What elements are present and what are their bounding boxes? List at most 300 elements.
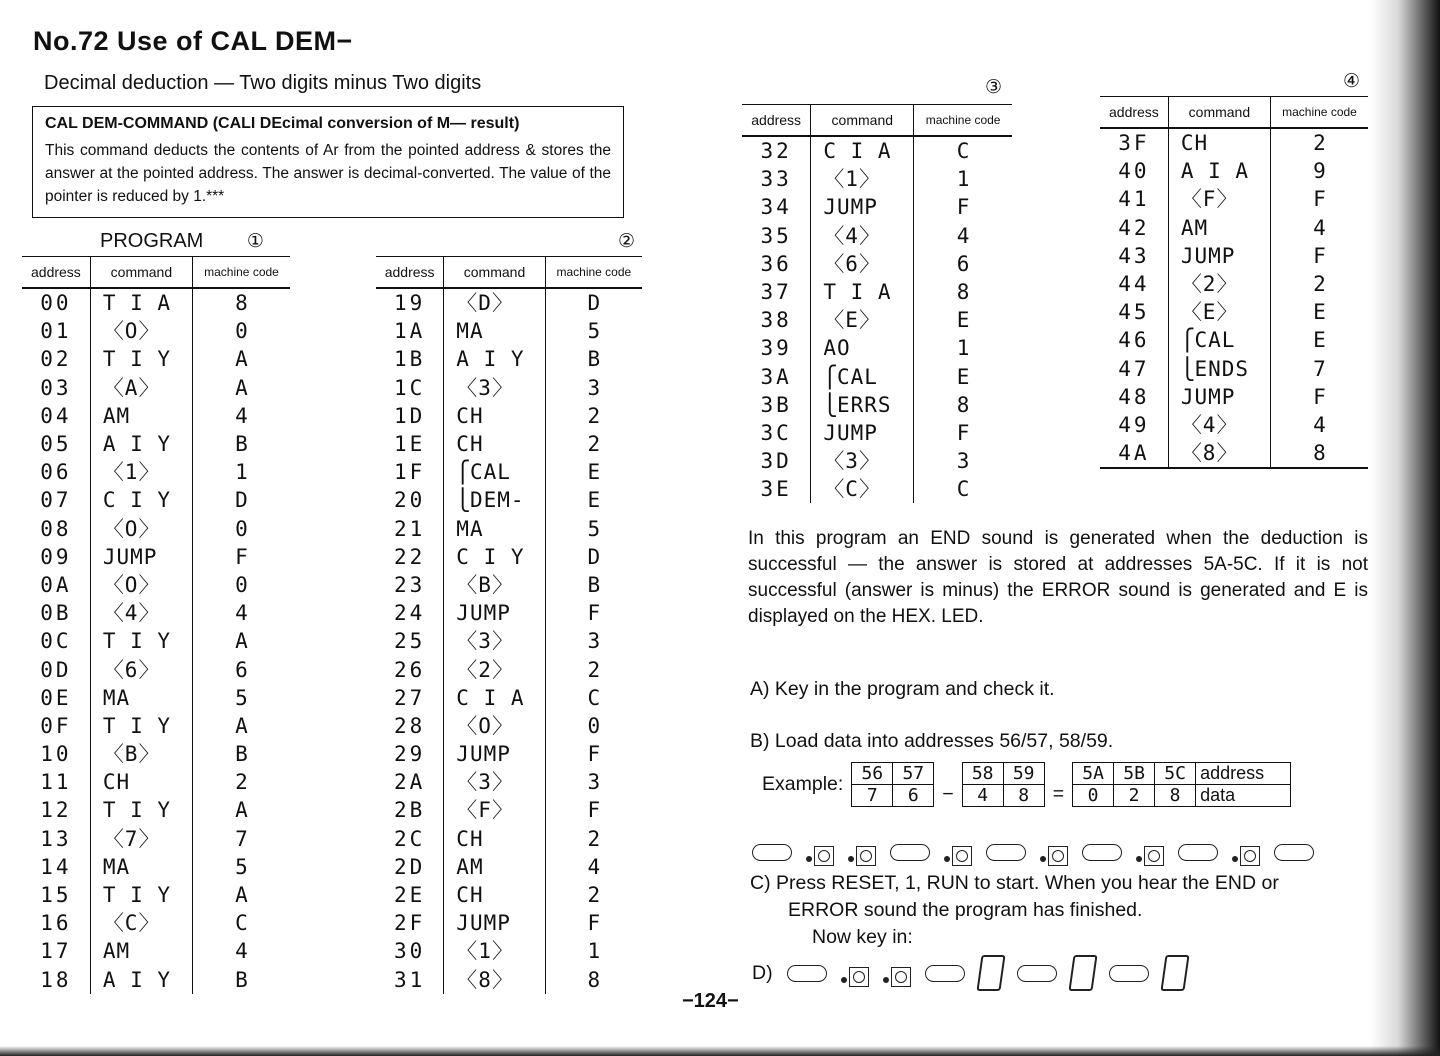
- address-cell: 10: [40, 742, 72, 767]
- command-cell: 〈O〉: [90, 515, 192, 543]
- command-cell: CH: [1168, 128, 1270, 157]
- address-cell: 3D: [760, 449, 792, 474]
- table-marker-3: [985, 76, 1002, 99]
- table-row: [376, 655, 642, 683]
- machine-code-cell: 2: [545, 825, 642, 853]
- command-cell: 〈O〉: [444, 712, 545, 740]
- command-cell: JUMP: [1168, 383, 1270, 411]
- address-cell: 09: [40, 544, 72, 569]
- column-header-address: address: [1100, 97, 1168, 129]
- table-row: [742, 165, 1012, 193]
- machine-code-cell: 5: [545, 515, 642, 543]
- column-header-machine-code: machine code: [545, 257, 642, 289]
- table-row: [22, 599, 290, 627]
- ex-data: 8: [1003, 785, 1044, 807]
- command-cell: 〈F〉: [1168, 185, 1270, 213]
- table-row: [1100, 242, 1368, 270]
- table-row: [22, 768, 290, 796]
- machine-code-cell: D: [545, 288, 642, 317]
- table-row: [742, 419, 1012, 447]
- table-row: [376, 881, 642, 909]
- command-cell: MA: [444, 515, 545, 543]
- step-c-line3: Now key in:: [812, 926, 913, 948]
- machine-code-cell: 4: [192, 599, 290, 627]
- address-cell: 26: [394, 657, 426, 682]
- reset-key-icon: [787, 965, 827, 982]
- command-cell: 〈C〉: [811, 475, 914, 503]
- command-cell: ⎩DEM-: [444, 486, 545, 514]
- table-row: [376, 543, 642, 571]
- address-cell: 0C: [40, 629, 72, 654]
- command-cell: 〈E〉: [1168, 298, 1270, 326]
- table-row: [22, 402, 290, 430]
- table-row: [1100, 214, 1368, 242]
- address-cell: 11: [40, 770, 72, 795]
- machine-code-cell: 4: [914, 222, 1012, 250]
- machine-code-cell: D: [192, 486, 290, 514]
- command-cell: CH: [444, 881, 545, 909]
- address-cell: 45: [1118, 300, 1150, 325]
- table-row: [22, 740, 290, 768]
- table-row: [742, 391, 1012, 419]
- table-row: [376, 571, 642, 599]
- machine-code-cell: B: [545, 345, 642, 373]
- table-marker-1: ①: [246, 231, 264, 252]
- machine-code-cell: F: [545, 599, 642, 627]
- table-row: [376, 853, 642, 881]
- increment-key-icon: [1082, 844, 1122, 861]
- machine-code-cell: 3: [545, 627, 642, 655]
- command-cell: AM: [90, 937, 192, 965]
- command-cell: 〈4〉: [1168, 411, 1270, 439]
- table-row: [1100, 298, 1368, 326]
- address-cell: 03: [40, 375, 72, 400]
- column-header-machine-code: machine code: [914, 105, 1012, 137]
- ex-addr: 59: [1003, 763, 1044, 785]
- address-cell: 24: [394, 601, 426, 626]
- machine-code-cell: 3: [914, 447, 1012, 475]
- address-cell: 1D: [394, 403, 426, 428]
- machine-code-cell: 1: [914, 334, 1012, 362]
- command-cell: JUMP: [811, 419, 914, 447]
- address-cell: 31: [394, 967, 426, 992]
- key-button-icon: [1232, 838, 1260, 866]
- address-cell: 0E: [40, 685, 72, 710]
- step-c-line2: ERROR sound the program has finished.: [788, 899, 1143, 921]
- column-header-machine-code: machine code: [1270, 97, 1368, 129]
- example-group-1: [851, 762, 934, 807]
- ex-data: 6: [893, 785, 934, 807]
- address-cell: 3C: [760, 420, 792, 445]
- machine-code-cell: 0: [192, 515, 290, 543]
- address-cell: 0A: [40, 572, 72, 597]
- command-cell: 〈1〉: [811, 165, 914, 193]
- command-cell: T I Y: [90, 796, 192, 824]
- table-row: [376, 486, 642, 514]
- command-cell: C I A: [811, 136, 914, 165]
- table-row: [376, 317, 642, 345]
- table-row: [376, 288, 642, 317]
- address-cell: 43: [1118, 243, 1150, 268]
- column-header-command: command: [444, 257, 545, 289]
- command-cell: 〈2〉: [1168, 270, 1270, 298]
- increment-key-icon: [1178, 844, 1218, 861]
- command-cell: AM: [1168, 214, 1270, 242]
- command-cell: 〈A〉: [90, 374, 192, 402]
- machine-code-cell: E: [545, 458, 642, 486]
- address-cell: 04: [40, 403, 72, 428]
- command-cell: AM: [444, 853, 545, 881]
- address-cell: 47: [1118, 356, 1150, 381]
- command-cell: 〈O〉: [90, 317, 192, 345]
- address-cell: 2F: [394, 911, 426, 936]
- machine-code-cell: C: [914, 136, 1012, 165]
- machine-code-cell: 2: [1270, 128, 1368, 157]
- program-table-2: [376, 256, 642, 994]
- address-cell: 12: [40, 798, 72, 823]
- command-cell: A I Y: [90, 430, 192, 458]
- address-set-key-icon: [925, 965, 965, 982]
- machine-code-cell: F: [1270, 185, 1368, 213]
- table-row: [1100, 355, 1368, 383]
- column-header-address: address: [742, 105, 811, 137]
- address-cell: 19: [394, 291, 426, 316]
- machine-code-cell: 8: [914, 278, 1012, 306]
- address-cell: 0F: [40, 713, 72, 738]
- example-group-2: [962, 762, 1045, 807]
- address-cell: 1C: [394, 375, 426, 400]
- address-cell: 2A: [394, 770, 426, 795]
- command-cell: 〈C〉: [90, 909, 192, 937]
- command-cell: A I A: [1168, 157, 1270, 185]
- machine-code-cell: B: [545, 571, 642, 599]
- command-cell: 〈D〉: [444, 288, 545, 317]
- machine-code-cell: E: [1270, 298, 1368, 326]
- machine-code-cell: 8: [192, 288, 290, 317]
- command-cell: 〈4〉: [90, 599, 192, 627]
- table-header-row: [1100, 97, 1368, 129]
- command-cell: ⎧CAL: [1168, 326, 1270, 354]
- command-cell: 〈3〉: [444, 627, 545, 655]
- machine-code-cell: C: [545, 684, 642, 712]
- machine-code-cell: 2: [545, 655, 642, 683]
- command-cell: CH: [444, 430, 545, 458]
- machine-code-cell: A: [192, 881, 290, 909]
- machine-code-cell: C: [914, 475, 1012, 503]
- table-row: [22, 458, 290, 486]
- table-row: [742, 306, 1012, 334]
- machine-code-cell: F: [545, 740, 642, 768]
- command-cell: 〈3〉: [444, 768, 545, 796]
- ex-addr: 58: [962, 763, 1003, 785]
- step-b: B) Load data into addresses 56/57, 58/59.: [750, 730, 1114, 752]
- machine-code-cell: 4: [192, 402, 290, 430]
- table-marker-4: [1343, 70, 1360, 93]
- command-cell: C I A: [444, 684, 545, 712]
- machine-code-cell: 1: [545, 937, 642, 965]
- table-row: [742, 363, 1012, 391]
- table-row: [376, 599, 642, 627]
- command-cell: T I Y: [90, 627, 192, 655]
- seven-segment-display-icon: [1068, 955, 1097, 991]
- column-header-address: address: [22, 257, 90, 289]
- machine-code-cell: F: [914, 193, 1012, 221]
- table-row: [22, 966, 290, 994]
- step-c-line1: C) Press RESET, 1, RUN to start. When you hear the END or: [750, 872, 1279, 894]
- table-row: [376, 627, 642, 655]
- table-row: [22, 430, 290, 458]
- command-cell: JUMP: [444, 599, 545, 627]
- program-table-4: [1100, 96, 1368, 469]
- table-row: [742, 222, 1012, 250]
- machine-code-cell: 4: [1270, 411, 1368, 439]
- table-row: [376, 458, 642, 486]
- address-cell: 3E: [760, 477, 792, 502]
- machine-code-cell: 9: [1270, 157, 1368, 185]
- table-row: [742, 250, 1012, 278]
- command-cell: ⎧CAL: [444, 458, 545, 486]
- address-cell: 0D: [40, 657, 72, 682]
- command-cell: A I Y: [90, 966, 192, 994]
- table-row: [22, 825, 290, 853]
- page-edge-shadow: [1370, 0, 1440, 1056]
- command-cell: MA: [444, 317, 545, 345]
- program-table-1: [22, 256, 290, 994]
- address-cell: 44: [1118, 272, 1150, 297]
- machine-code-cell: 5: [192, 853, 290, 881]
- command-cell: 〈7〉: [90, 825, 192, 853]
- table-row: [22, 627, 290, 655]
- machine-code-cell: A: [192, 796, 290, 824]
- ex-data-label: data: [1196, 785, 1291, 807]
- table-row: [742, 193, 1012, 221]
- command-cell: ⎩ENDS: [1168, 355, 1270, 383]
- seven-segment-display-icon: [976, 955, 1005, 991]
- command-cell: T I A: [90, 288, 192, 317]
- address-cell: 39: [760, 336, 792, 361]
- table-row: [22, 543, 290, 571]
- machine-code-cell: A: [192, 374, 290, 402]
- table-row: [376, 966, 642, 994]
- machine-code-cell: 8: [545, 966, 642, 994]
- table-row: [376, 374, 642, 402]
- seven-segment-display-icon: [1160, 955, 1189, 991]
- ex-data: 0: [1073, 785, 1114, 807]
- page-title: No.72 Use of CAL DEM−: [33, 26, 353, 56]
- page-bottom-edge: [0, 1046, 1440, 1056]
- ex-addr: 5A: [1073, 763, 1114, 785]
- machine-code-cell: 4: [545, 853, 642, 881]
- address-cell: 2D: [394, 854, 426, 879]
- command-cell: JUMP: [90, 543, 192, 571]
- machine-code-cell: E: [545, 486, 642, 514]
- address-cell: 42: [1118, 215, 1150, 240]
- table-row: [1100, 157, 1368, 185]
- machine-code-cell: 7: [1270, 355, 1368, 383]
- command-cell: 〈8〉: [1168, 439, 1270, 468]
- machine-code-cell: 2: [545, 881, 642, 909]
- command-cell: JUMP: [444, 740, 545, 768]
- column-header-command: command: [1168, 97, 1270, 129]
- command-cell: MA: [90, 853, 192, 881]
- address-cell: 05: [40, 432, 72, 457]
- increment-key-icon: [1274, 844, 1314, 861]
- command-cell: 〈3〉: [444, 374, 545, 402]
- example: [762, 762, 1291, 807]
- address-cell: 21: [394, 516, 426, 541]
- table-row: [1100, 439, 1368, 468]
- program-table-3: [742, 104, 1012, 503]
- key-button-icon: [806, 838, 834, 866]
- command-cell: C I Y: [90, 486, 192, 514]
- command-cell: 〈B〉: [90, 740, 192, 768]
- address-cell: 32: [760, 139, 792, 164]
- command-cell: 〈1〉: [444, 937, 545, 965]
- ex-addr: 57: [893, 763, 934, 785]
- command-cell: ⎩ERRS: [811, 391, 914, 419]
- column-header-command: command: [90, 257, 192, 289]
- address-cell: 2C: [394, 826, 426, 851]
- table-row: [376, 712, 642, 740]
- key-sequence-c: [752, 838, 1314, 866]
- address-cell: 4A: [1100, 439, 1168, 468]
- address-cell: 30: [394, 939, 426, 964]
- increment-key-icon: [986, 844, 1026, 861]
- machine-code-cell: 2: [1270, 270, 1368, 298]
- table-row: [22, 288, 290, 317]
- table-row: [742, 447, 1012, 475]
- address-cell: 27: [394, 685, 426, 710]
- description-paragraph: In this program an END sound is generated when the deduction is successful — the answer is stored at addresses 5A-5C. If it is not successful (answer is minus) the ERROR sound is generated and E is displayed on the HEX. LED.: [748, 528, 1368, 627]
- address-cell: 14: [40, 854, 72, 879]
- machine-code-cell: 0: [192, 571, 290, 599]
- step-d-label: D): [752, 961, 773, 984]
- command-cell: MA: [90, 684, 192, 712]
- machine-code-cell: A: [192, 345, 290, 373]
- address-cell: 02: [40, 347, 72, 372]
- command-box-body: This command deducts the contents of Ar from the pointed address & stores the answer at the pointed address. The answer is decimal-converted. The value of the pointer is reduced by 1.***: [45, 142, 611, 205]
- table-row: [742, 475, 1012, 503]
- command-cell: C I Y: [444, 543, 545, 571]
- address-cell: 41: [1118, 187, 1150, 212]
- address-cell: 37: [760, 280, 792, 305]
- machine-code-cell: 2: [545, 402, 642, 430]
- machine-code-cell: F: [545, 909, 642, 937]
- marker-4-text: ④: [1343, 71, 1361, 92]
- minus-sign: −: [942, 783, 954, 805]
- ex-address-label: address: [1196, 763, 1291, 785]
- key-button-icon: [1040, 838, 1068, 866]
- address-cell: 08: [40, 516, 72, 541]
- machine-code-cell: E: [914, 306, 1012, 334]
- table-row: [376, 937, 642, 965]
- table-row: [22, 853, 290, 881]
- command-cell: 〈2〉: [444, 655, 545, 683]
- table-row: [22, 909, 290, 937]
- address-cell: 35: [760, 223, 792, 248]
- table-row: [376, 430, 642, 458]
- address-cell: 06: [40, 460, 72, 485]
- address-cell: 01: [40, 319, 72, 344]
- address-cell: 49: [1118, 412, 1150, 437]
- address-cell: 36: [760, 251, 792, 276]
- address-cell: 15: [40, 883, 72, 908]
- marker-2-text: ②: [618, 231, 636, 252]
- machine-code-cell: 7: [192, 825, 290, 853]
- step-a: A) Key in the program and check it.: [750, 678, 1055, 700]
- command-cell: 〈3〉: [811, 447, 914, 475]
- address-cell: 22: [394, 544, 426, 569]
- command-cell: 〈B〉: [444, 571, 545, 599]
- command-cell: AM: [90, 402, 192, 430]
- address-cell: 16: [40, 911, 72, 936]
- table-row: [1100, 326, 1368, 354]
- address-cell: 29: [394, 742, 426, 767]
- page-number: −124−: [682, 990, 739, 1012]
- table-header-row: [742, 105, 1012, 137]
- address-cell: 33: [760, 167, 792, 192]
- command-cell: 〈1〉: [90, 458, 192, 486]
- machine-code-cell: F: [192, 543, 290, 571]
- address-cell: 1E: [394, 432, 426, 457]
- table-row: [22, 712, 290, 740]
- table-row: [376, 402, 642, 430]
- table-row: [1100, 185, 1368, 213]
- command-cell: CH: [444, 402, 545, 430]
- table-row: [376, 740, 642, 768]
- address-set-key-icon: [890, 844, 930, 861]
- address-cell: 07: [40, 488, 72, 513]
- table-row: [1100, 383, 1368, 411]
- command-cell: 〈O〉: [90, 571, 192, 599]
- address-cell: 1F: [394, 460, 426, 485]
- address-cell: 1A: [394, 319, 426, 344]
- address-cell: 38: [760, 308, 792, 333]
- command-cell: JUMP: [444, 909, 545, 937]
- table-row: [22, 374, 290, 402]
- machine-code-cell: F: [914, 419, 1012, 447]
- table-row: [742, 278, 1012, 306]
- table-row: [1100, 411, 1368, 439]
- ex-addr: 5B: [1114, 763, 1155, 785]
- key-button-icon: [1136, 838, 1164, 866]
- command-box: [32, 106, 624, 218]
- ex-data: 2: [1114, 785, 1155, 807]
- table-row: [376, 909, 642, 937]
- machine-code-cell: 0: [545, 712, 642, 740]
- command-cell: 〈4〉: [811, 222, 914, 250]
- address-cell: 25: [394, 629, 426, 654]
- program-label-text: PROGRAM: [100, 230, 204, 252]
- command-cell: T I Y: [90, 345, 192, 373]
- machine-code-cell: 6: [192, 655, 290, 683]
- key-button-icon: [944, 838, 972, 866]
- address-cell: 20: [394, 488, 426, 513]
- command-cell: AO: [811, 334, 914, 362]
- table-marker-2: [618, 230, 635, 253]
- table-row: [22, 684, 290, 712]
- machine-code-cell: D: [545, 543, 642, 571]
- command-cell: 〈6〉: [811, 250, 914, 278]
- machine-code-cell: 4: [1270, 214, 1368, 242]
- column-header-address: address: [376, 257, 444, 289]
- machine-code-cell: 2: [545, 430, 642, 458]
- ex-data: 4: [962, 785, 1003, 807]
- command-cell: JUMP: [811, 193, 914, 221]
- example-group-3: [1072, 762, 1291, 807]
- machine-code-cell: F: [1270, 242, 1368, 270]
- machine-code-cell: 5: [545, 317, 642, 345]
